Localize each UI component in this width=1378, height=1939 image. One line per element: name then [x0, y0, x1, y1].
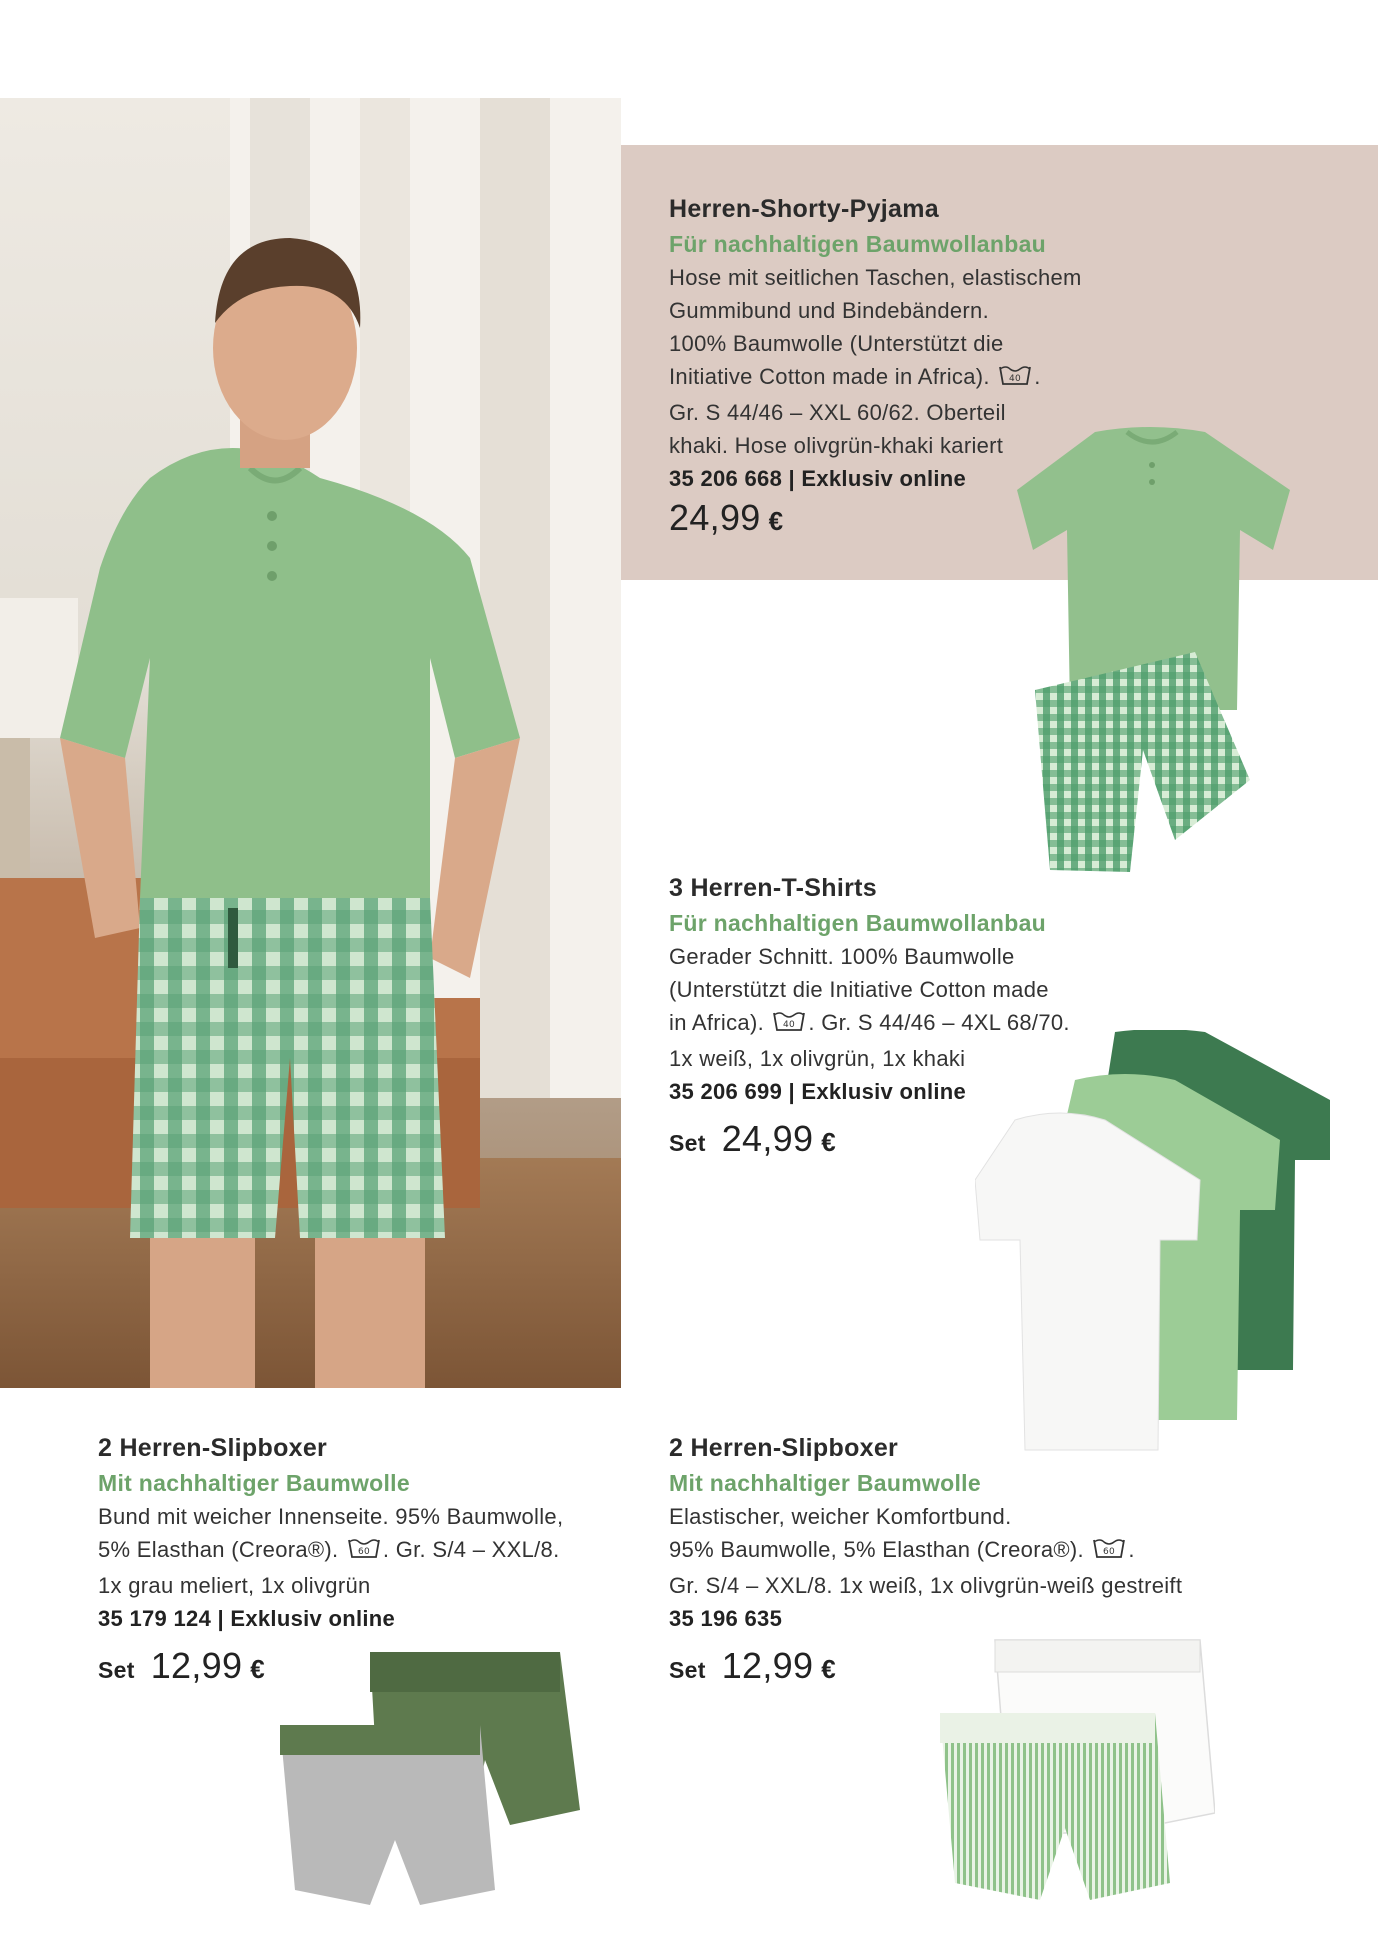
description-line-wash: [669, 360, 1229, 396]
set-label: Set: [98, 1657, 135, 1683]
pyjama-product-image: [1015, 420, 1315, 885]
product-subtitle: Für nachhaltigen Baumwollanbau: [669, 910, 1047, 936]
article-number: 35 206 699 | Exklusiv online: [669, 1079, 967, 1104]
product-title: 2 Herren-Slipboxer: [669, 1434, 899, 1462]
description-line: Hose mit seitlichen Taschen, elastischem: [669, 265, 1082, 290]
description-line: khaki. Hose olivgrün-khaki kariert: [669, 433, 1004, 458]
description-line: Elastischer, weicher Komfortbund.: [669, 1504, 1012, 1529]
price: 12,99: [721, 1645, 814, 1686]
price: 12,99: [150, 1645, 243, 1686]
description-text: in Africa).: [669, 1010, 764, 1035]
article-number: 35 179 124 | Exklusiv online: [98, 1606, 396, 1631]
description-text: . Gr. S/4 – XXL/8.: [382, 1537, 560, 1562]
currency: €: [250, 1654, 266, 1684]
wash-temp: 60: [1103, 1547, 1116, 1557]
price: 24,99: [721, 1118, 814, 1159]
model-illustration: [0, 98, 621, 1388]
product-title: Herren-Shorty-Pyjama: [669, 195, 939, 223]
description-line-wash: [98, 1533, 638, 1569]
tshirts-product-image: [975, 1030, 1345, 1460]
description-line: (Unterstützt die Initiative Cotton made: [669, 977, 1049, 1002]
description-line: 1x weiß, 1x olivgrün, 1x khaki: [669, 1046, 966, 1071]
wash-60-icon: [347, 1536, 381, 1569]
product-subtitle: Mit nachhaltiger Baumwolle: [98, 1470, 410, 1496]
article-number: 35 206 668 | Exklusiv online: [669, 466, 967, 491]
description-line-wash: [669, 1533, 1309, 1569]
description-text: 95% Baumwolle, 5% Elasthan (Creora®).: [669, 1537, 1084, 1562]
wash-40-icon: [998, 363, 1032, 396]
set-label: Set: [669, 1657, 706, 1683]
wash-temp: 60: [357, 1547, 370, 1557]
model-photo: [0, 98, 621, 1388]
description-text: Initiative Cotton made in Africa).: [669, 364, 990, 389]
description-line: Gr. S 44/46 – XXL 60/62. Oberteil: [669, 400, 1006, 425]
product-slipboxer-1-info: [98, 1431, 638, 1687]
description-line: 1x grau meliert, 1x olivgrün: [98, 1573, 371, 1598]
slipboxer-2-product-image: [915, 1638, 1215, 1933]
description-line: Bund mit weicher Innenseite. 95% Baumwolle,: [98, 1504, 564, 1529]
wash-temp: 40: [1009, 374, 1022, 384]
description-text: . Gr. S 44/46 – 4XL 68/70.: [808, 1010, 1070, 1035]
currency: €: [821, 1127, 837, 1157]
product-title: 2 Herren-Slipboxer: [98, 1434, 328, 1462]
product-title: 3 Herren-T-Shirts: [669, 874, 877, 902]
description-line: Gummibund und Bindebändern.: [669, 298, 989, 323]
slipboxer-1-illustration: [270, 1650, 590, 1920]
wash-40-icon: [772, 1009, 806, 1042]
currency: €: [768, 506, 784, 536]
price: 24,99: [669, 497, 761, 538]
description-text: .: [1128, 1537, 1135, 1562]
set-label: Set: [669, 1130, 706, 1156]
slipboxer-2-illustration: [915, 1638, 1215, 1928]
description-text: 5% Elasthan (Creora®).: [98, 1537, 339, 1562]
wash-60-icon: [1092, 1536, 1126, 1569]
pyjama-illustration: [1015, 420, 1315, 880]
description-line: Gr. S/4 – XXL/8. 1x weiß, 1x olivgrün-weiß gestreift: [669, 1573, 1183, 1598]
description-text: .: [1034, 364, 1041, 389]
description-line: Gerader Schnitt. 100% Baumwolle: [669, 944, 1015, 969]
product-subtitle: Für nachhaltigen Baumwollanbau: [669, 231, 1047, 257]
currency: €: [821, 1654, 837, 1684]
tshirts-illustration: [975, 1030, 1345, 1455]
description-line: 100% Baumwolle (Unterstützt die: [669, 331, 1004, 356]
product-subtitle: Mit nachhaltiger Baumwolle: [669, 1470, 981, 1496]
wash-temp: 40: [783, 1020, 796, 1030]
slipboxer-1-product-image: [270, 1650, 590, 1925]
article-number: 35 196 635: [669, 1606, 783, 1631]
